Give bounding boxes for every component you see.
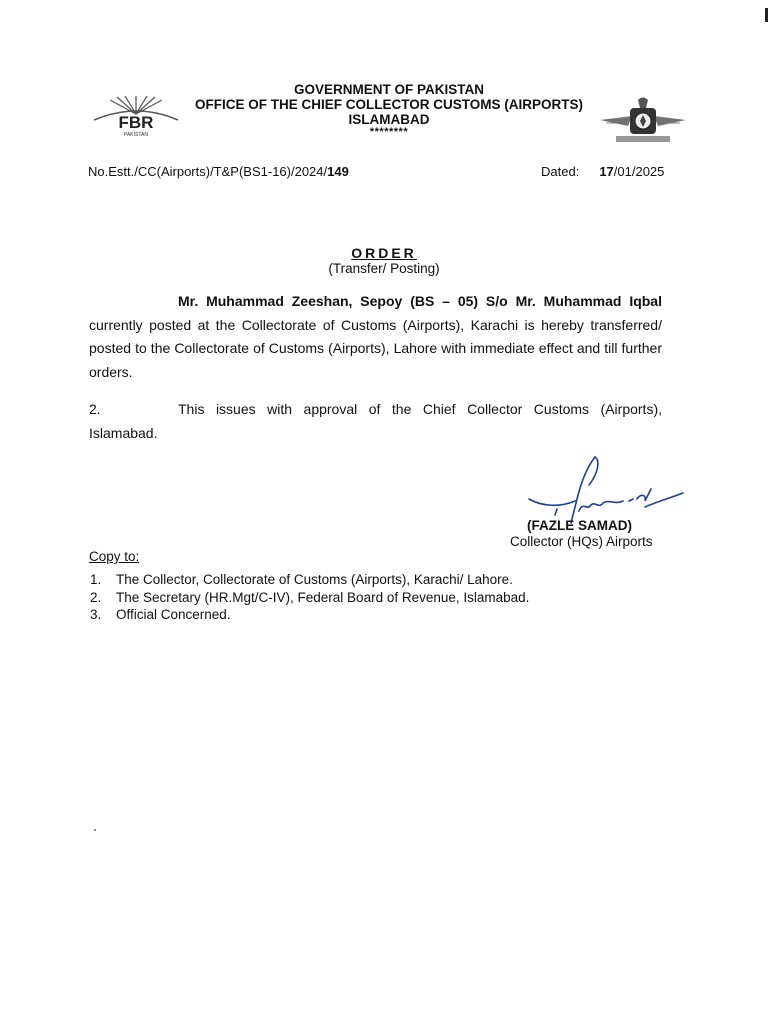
copy-to-item (90, 571, 529, 589)
date-value-rest: /01/2025 (613, 164, 665, 179)
paragraph-1-text: currently posted at the Collectorate of Customs (Airports), Karachi is hereby transferred/ posted to the Collectorate of Customs (Airports), Lahore with immediate effect and till further orders. (89, 316, 662, 380)
copy-to-item-number: 2. (90, 589, 102, 605)
employee-name: Mr. Muhammad Zeeshan, Sepoy (BS – 05) S/o Mr. Muhammad Iqbal (178, 293, 662, 309)
paragraph-2-text: This issues with approval of the Chief Collector Customs (Airports), Islamabad. (89, 401, 662, 441)
copy-to-item (90, 589, 529, 607)
letterhead (0, 82, 768, 137)
order-subheading: (Transfer/ Posting) (328, 261, 440, 276)
date-label: Dated: (541, 164, 580, 179)
fbr-logo-subtext: PAKISTAN (124, 132, 148, 138)
copy-to-label: Copy to: (89, 549, 140, 564)
paragraph-2-number: 2. (89, 401, 101, 417)
letterhead-office: OFFICE OF THE CHIEF COLLECTOR CUSTOMS (AIRPORTS) (195, 97, 583, 112)
copy-to-item-number: 1. (90, 572, 102, 587)
order-heading (0, 245, 768, 261)
scan-speck (94, 829, 96, 831)
paragraph-2 (89, 398, 662, 445)
signatory-name: (FAZLE SAMAD) (527, 518, 632, 533)
date-line (541, 164, 664, 179)
reference-number-prefix: No.Estt./CC(Airports)/T&P(BS1-16)/2024/ (88, 164, 328, 179)
copy-to-item-number: 3. (90, 607, 102, 622)
letterhead-city: ISLAMABAD (348, 112, 430, 127)
date-value-day: 17 (599, 164, 614, 179)
signatory-title: Collector (HQs) Airports (510, 534, 653, 549)
reference-number-serial: 149 (327, 164, 349, 179)
letterhead-stars: ******** (369, 126, 409, 138)
copy-to-item (90, 606, 529, 624)
order-heading-text: ORDER (351, 245, 417, 261)
paragraph-1 (89, 290, 662, 384)
copy-to-item-text: Official Concerned. (116, 607, 231, 622)
letterhead-government: GOVERNMENT OF PAKISTAN (293, 82, 484, 97)
copy-to-item-text: The Collector, Collectorate of Customs (Airports), Karachi/ Lahore. (116, 572, 513, 587)
copy-to-list (90, 571, 529, 624)
fbr-logo-text: FBR (118, 113, 154, 132)
reference-number (88, 164, 349, 179)
copy-to-item-text: The Secretary (HR.Mgt/C-IV), Federal Board of Revenue, Islamabad. (116, 589, 530, 605)
date-value (599, 164, 664, 179)
